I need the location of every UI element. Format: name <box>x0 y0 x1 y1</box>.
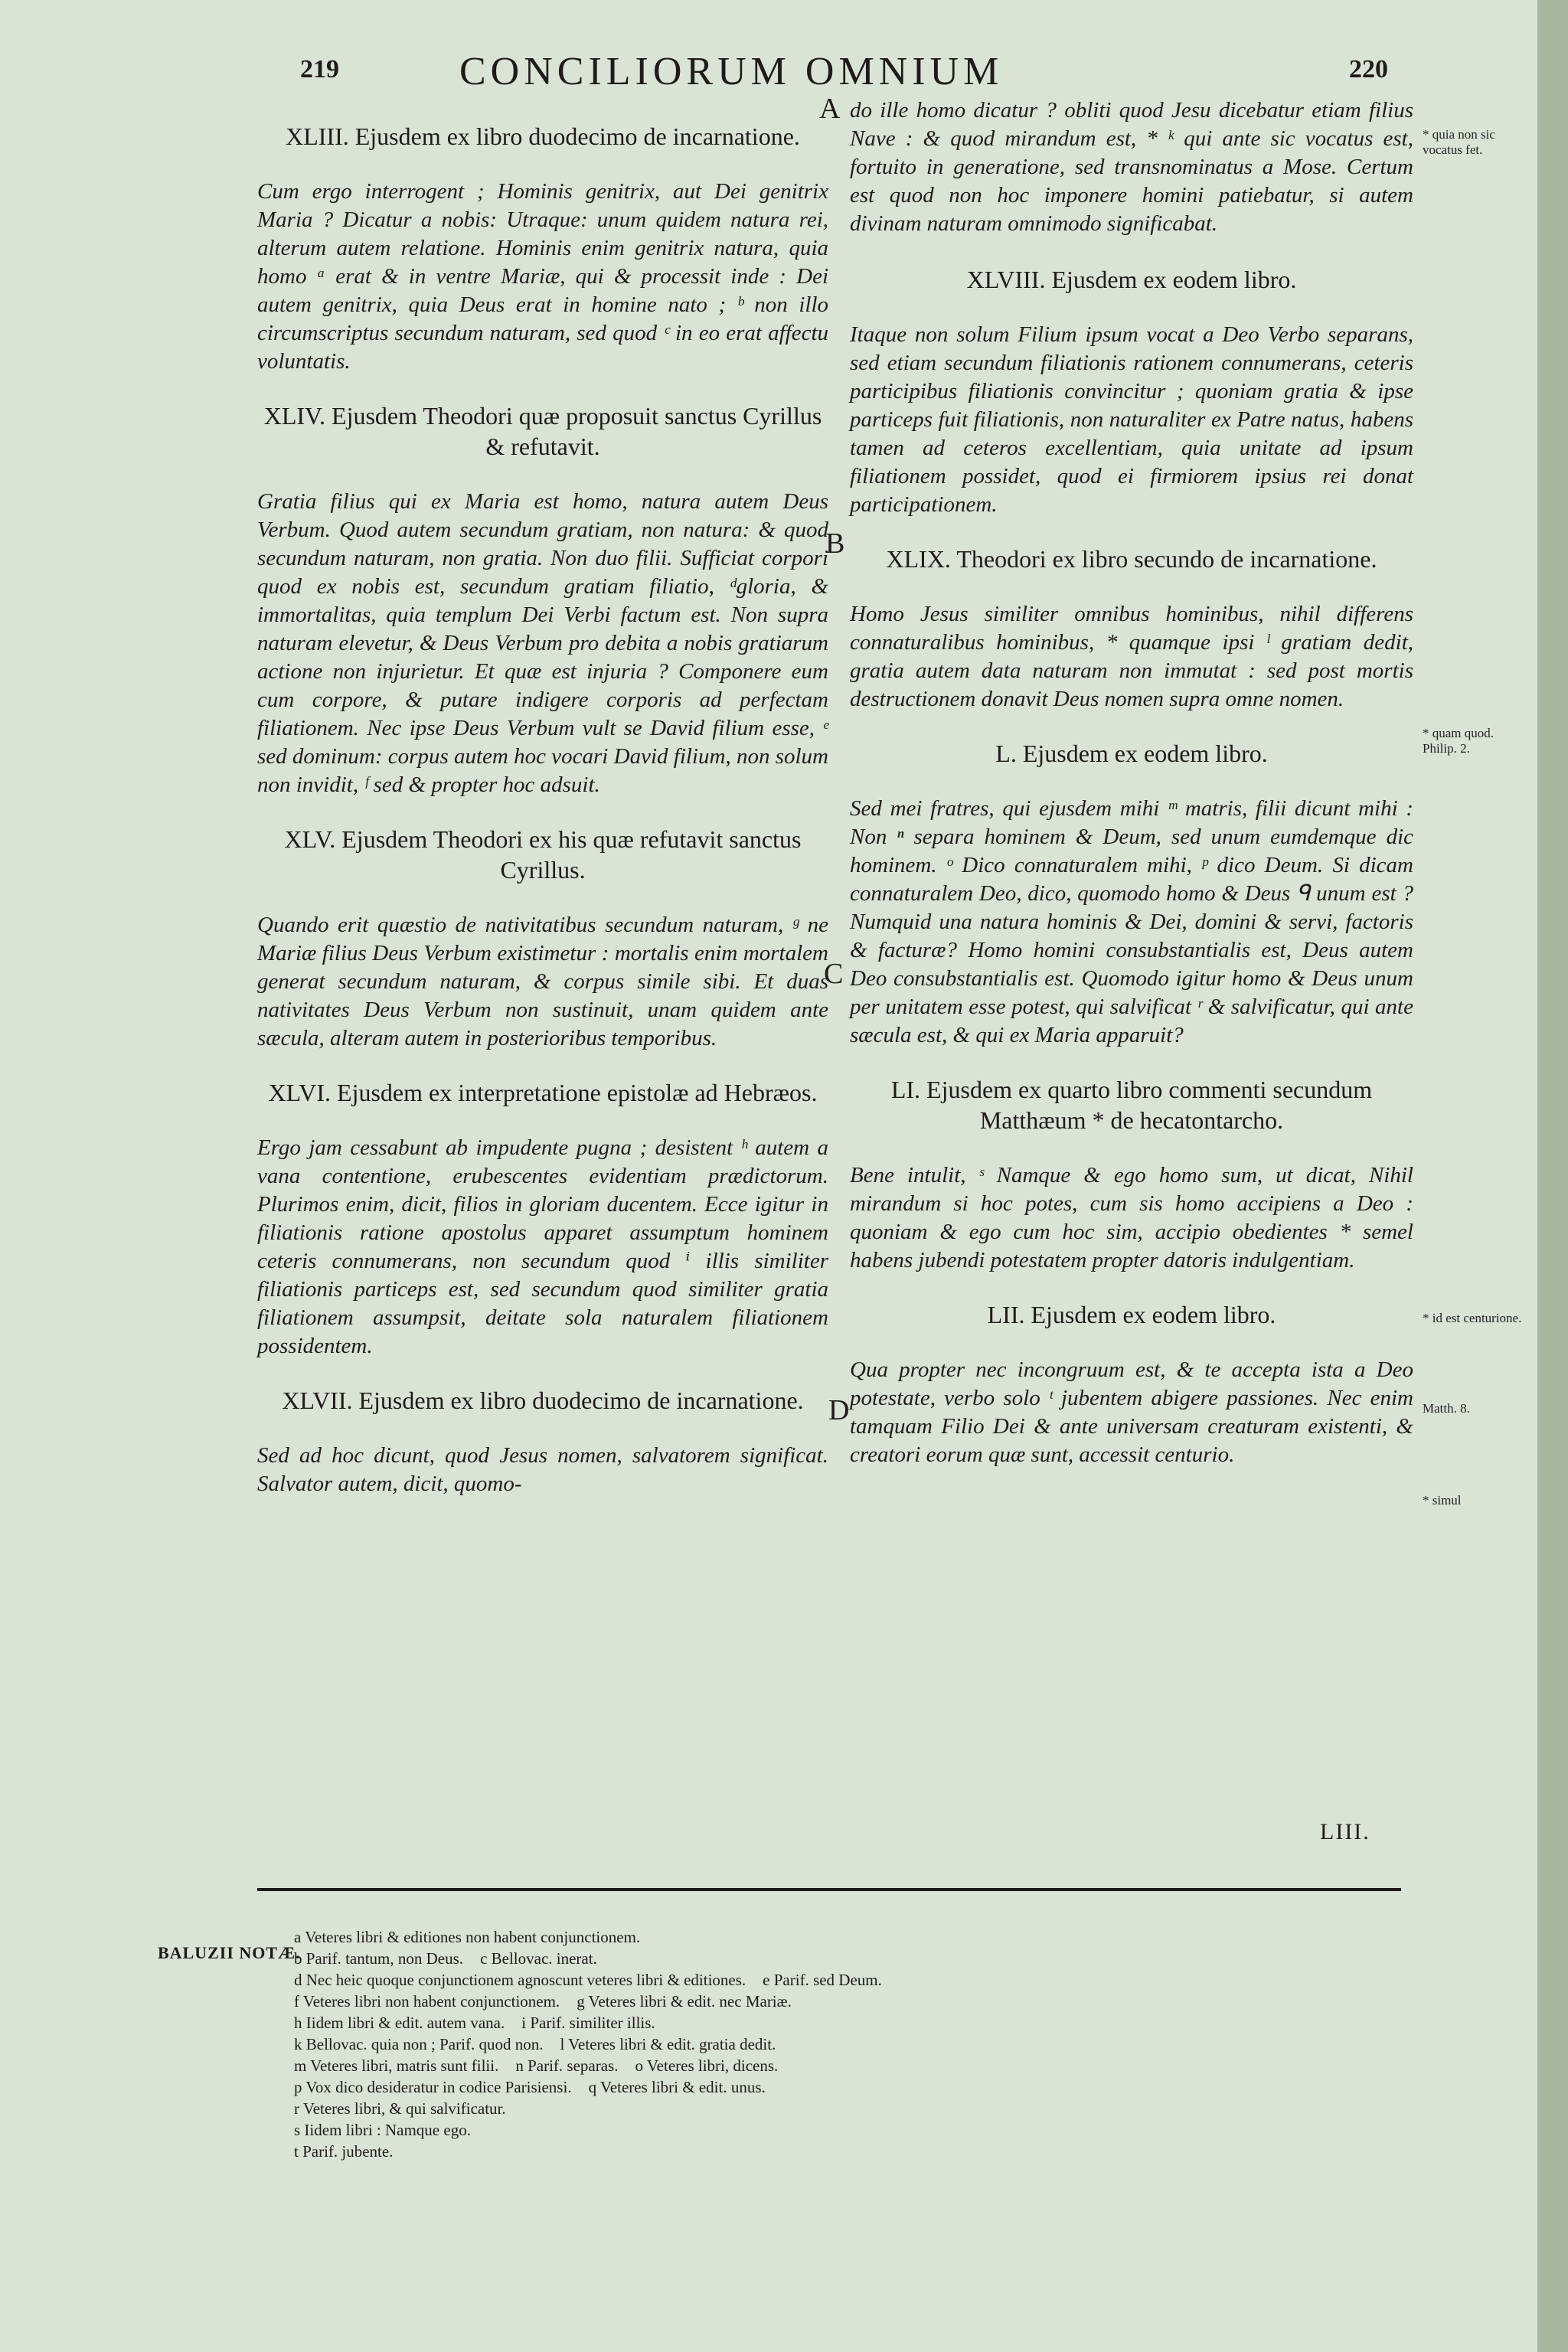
chapter-heading-lii: LII. Ejusdem ex eodem libro. <box>987 1301 1276 1328</box>
footnote-row <box>294 2034 1419 2055</box>
footnote-t: t Parif. jubente. <box>294 2142 394 2161</box>
footnote-m: m Veteres libri, matris sunt filii. <box>294 2056 499 2075</box>
page-number-right: 220 <box>1349 55 1388 83</box>
footnote-g: g Veteres libri & edit. nec Mariæ. <box>577 1992 792 2011</box>
chapter-text-xlviii: Itaque non solum Filium ipsum vocat a Deo Verbo separans, sed etiam secundum filiationis rationem connumerans, ceteris participibus filiationis convincitur ; quoniam gratia & ipse particeps fuit filiationis, non naturaliter ex Patre natus, habens tamen ad ceteros excellentiam, quia unitate ad ipsum filiationem possidet, quod ei firmiorem ipsius rei donat participationem. <box>850 322 1413 517</box>
chapter-heading-xlv: XLV. Ejusdem Theodori ex his quæ refutavit sanctus Cyrillus. <box>284 825 802 884</box>
footnote-row <box>294 2141 1419 2162</box>
footnote-row <box>294 2098 1419 2119</box>
footnote-label: BALUZII NOTÆ. <box>158 1943 301 1962</box>
chapter-text-xlix: Homo Jesus similiter omnibus hominibus, nihil differens connaturalibus hominibus, * quamque ipsi ˡ gratiam dedit, gratia autem data naturam non immutat : sed post mortis destructionem donavit Deus nomen supra omne nomen. <box>850 602 1413 711</box>
chapter-heading-xliii: XLIII. Ejusdem ex libro duodecimo de incarnatione. <box>286 122 800 150</box>
chapter-heading-xliv: XLIV. Ejusdem Theodori quæ proposuit sanctus Cyrillus & refutavit. <box>263 402 822 460</box>
footnote-row <box>294 1969 1419 1991</box>
footnotes <box>294 1926 1419 2162</box>
footnote-q: q Veteres libri & edit. unus. <box>588 2078 766 2096</box>
section-marker-c: C <box>824 958 844 990</box>
footnote-h: h Iidem libri & edit. autem vana. <box>294 2014 505 2032</box>
left-column <box>257 121 828 1523</box>
section-marker-a: A <box>819 93 841 125</box>
section-marker-d: D <box>828 1394 850 1426</box>
chapter-heading-xlviii: XLVIII. Ejusdem ex eodem libro. <box>966 266 1297 293</box>
adjacent-page-edge <box>1537 0 1568 2352</box>
footnote-a: a Veteres libri & editiones non habent conjunctionem. <box>294 1928 641 1946</box>
footnote-row <box>294 2076 1419 2098</box>
page-title: CONCILIORUM OMNIUM <box>459 50 1004 93</box>
margin-note-2: * quam quod. Philip. 2. <box>1423 726 1494 756</box>
footnote-b: b Parif. tantum, non Deus. <box>294 1949 464 1968</box>
margin-note-1: * quia non sic vocatus fet. <box>1423 127 1495 157</box>
footnote-d: d Nec heic quoque conjunctionem agnoscunt veteres libri & editiones. <box>294 1971 746 1989</box>
footnote-row <box>294 1991 1419 2012</box>
chapter-heading-xlix: XLIX. Theodori ex libro secundo de incarnatione. <box>886 545 1377 573</box>
chapter-text-continued: do ille homo dicatur ? obliti quod Jesu dicebatur etiam filius Nave : & quod mirandum est, * ᵏ qui ante sic vocatus est, fortuito in generatione, sed transnominatus a Mose. Certum est quod non hoc imponere homini patiebatur, si autem divinam naturam omnimodo significabat. <box>850 98 1413 236</box>
footnote-row <box>294 2119 1419 2141</box>
chapter-heading-l: L. Ejusdem ex eodem libro. <box>995 740 1268 767</box>
footnote-divider <box>257 1888 1401 1891</box>
next-chapter-catchword: LIII. <box>1320 1819 1370 1844</box>
footnote-row <box>294 1926 1419 1948</box>
chapter-text-xlvii: Sed ad hoc dicunt, quod Jesus nomen, salvatorem significat. Salvator autem, dicit, quomo- <box>257 1443 828 1496</box>
chapter-heading-li: LI. Ejusdem ex quarto libro commenti secundum Matthæum * de hecatontarcho. <box>890 1076 1373 1134</box>
footnote-k: k Bellovac. quia non ; Parif. quod non. <box>294 2035 544 2053</box>
footnote-p: p Vox dico desideratur in codice Parisiensi. <box>294 2078 572 2096</box>
chapter-text-li: Bene intulit, ˢ Namque & ego homo sum, ut dicat, Nihil mirandum si hoc potes, cum sis homo accipiens a Deo : quoniam & ego cum hoc sim, accipio obedientes * semel habens jubendi potestatem propter datoris indulgentiam. <box>850 1163 1413 1272</box>
chapter-text-xliii: Cum ergo interrogent ; Hominis genitrix, aut Dei genitrix Maria ? Dicatur a nobis: Utraque: unum quidem natura rei, alterum autem relatione. Hominis enim genitrix natura, quia homo ᵃ erat & in ventre Mariæ, qui & processit inde : Dei autem genitrix, quia Deus erat in homine nato ; ᵇ non illo circumscriptus secundum naturam, sed quod ᶜ in eo erat affectu voluntatis. <box>257 179 828 374</box>
footnote-i: i Parif. similiter illis. <box>521 2014 655 2032</box>
footnote-c: c Bellovac. inerat. <box>480 1949 597 1968</box>
footnote-row <box>294 2055 1419 2076</box>
margin-note-4: Matth. 8. <box>1423 1401 1470 1416</box>
footnote-o: o Veteres libri, dicens. <box>635 2056 779 2075</box>
footnote-row <box>294 1948 1419 1969</box>
chapter-text-lii: Qua propter nec incongruum est, & te accepta ista a Deo potestate, verbo solo ᵗ jubentem abigere passiones. Nec enim tamquam Filio Dei & ante universam creaturam existenti, & creatori eorum quæ sunt, accessit centurio. <box>850 1357 1413 1467</box>
chapter-text-xlvi: Ergo jam cessabunt ab impudente pugna ; desistent ʰ autem a vana contentione, erubescentes evidentiam prædictorum. Plurimos enim, dicit, filios in gloriam ducentem. Ecce igitur in filiationis ratione apostolus apparet assumptum hominem ceteris connumerans, non secundum quod ⁱ illis similiter filiationis particeps est, sed secundum quod similiter gratia filiationem assumpsit, deitate sola naturalem filiationem possidentem. <box>257 1135 828 1358</box>
page-number-left: 219 <box>300 55 339 83</box>
margin-note-3: * id est centurione. <box>1423 1311 1522 1325</box>
footnote-s: s Iidem libri : Namque ego. <box>294 2121 471 2139</box>
footnote-n: n Parif. separas. <box>515 2056 619 2075</box>
running-head <box>0 49 1537 95</box>
chapter-heading-xlvi: XLVI. Ejusdem ex interpretatione epistolæ ad Hebræos. <box>268 1079 818 1106</box>
chapter-text-xliv: Gratia filius qui ex Maria est homo, natura autem Deus Verbum. Quod autem secundum gratiam, non natura: & quod secundum naturam, non gratia. Non duo filii. Sufficiat corpori quod ex nobis est, secundum gratiam filiatio, ᵈgloria, & immortalitas, quia templum Dei Verbi factum est. Non supra naturam elevetur, & Deus Verbum pro debita a nobis gratiarum actione non injurietur. Et quæ est injuria ? Componere eum cum corpore, & putare indigere corporis ad perfectam filiationem. Nec ipse Deus Verbum vult se David filium esse, ᵉ sed dominum: corpus autem hoc vocari David filium, non solum non invidit, ᶠ sed & propter hoc adsuit. <box>257 489 828 797</box>
footnote-e: e Parif. sed Deum. <box>763 1971 882 1989</box>
right-column <box>850 96 1413 1494</box>
footnote-l: l Veteres libri & edit. gratia dedit. <box>560 2035 776 2053</box>
margin-note-5: * simul <box>1423 1493 1462 1508</box>
footnote-row <box>294 2012 1419 2034</box>
footnote-r: r Veteres libri, & qui salvificatur. <box>294 2099 506 2118</box>
chapter-text-l: Sed mei fratres, qui ejusdem mihi ᵐ matris, filii dicunt mihi : Non ⁿ separa hominem & Deum, sed unum eumdemque dic hominem. ᵒ Dico connaturalem mihi, ᵖ dico Deum. Si dicam connaturalem Deo, dico, quomodo homo & Deus ᑫ unum est ? Numquid una natura hominis & Dei, domini & servi, factoris & facturæ? Homo homini consubstantialis est, Deus autem Deo consubstantialis est. Quomodo igitur homo & Deus unum per unitatem esse potest, qui salvificat ʳ & salvificatur, qui ante sæcula est, & qui ex Maria apparuit? <box>850 796 1413 1047</box>
section-marker-b: B <box>825 528 845 560</box>
chapter-text-xlv: Quando erit quæstio de nativitatibus secundum naturam, ᵍ ne Mariæ filius Deus Verbum existimetur : mortalis enim mortalem generat secundum naturam, & corpus simile sibi. Et duas nativitates Deus Verbum non sustinuit, unam quidem ante sæcula, alteram autem in posterioribus temporibus. <box>257 913 828 1050</box>
chapter-heading-xlvii: XLVII. Ejusdem ex libro duodecimo de incarnatione. <box>282 1387 804 1414</box>
footnote-f: f Veteres libri non habent conjunctionem. <box>294 1992 560 2011</box>
